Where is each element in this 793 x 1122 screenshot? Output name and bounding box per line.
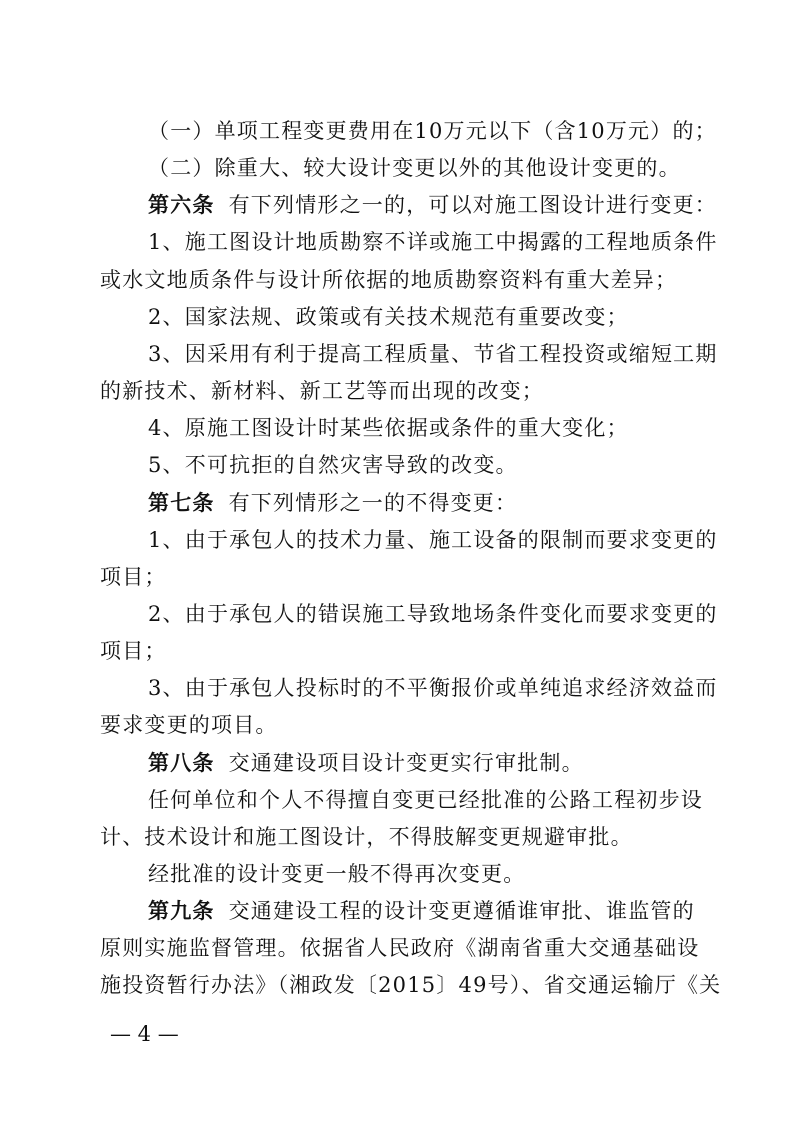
paragraph-line (148, 860, 700, 888)
paragraph-line (100, 563, 700, 591)
line-text: 经批准的设计变更一般不得再次变更。 (148, 862, 526, 886)
line-text: 任何单位和个人不得擅自变更已经批准的公路工程初步设 (148, 787, 703, 812)
paragraph-line (148, 749, 700, 777)
article-heading: 第九条 (148, 899, 215, 924)
line-text: 计、技术设计和施工图设计，不得肢解变更规避审批。 (100, 824, 633, 849)
paragraph-line (100, 934, 700, 962)
paragraph-line (100, 377, 700, 405)
line-text: 项目； (100, 639, 167, 664)
paragraph-line (100, 823, 700, 851)
paragraph-line (148, 674, 718, 702)
line-text: 1、由于承包人的技术力量、施工设备的限制而要求变更的 (148, 527, 718, 552)
line-text: 3、因采用有利于提高工程质量、节省工程投资或缩短工期 (148, 341, 718, 366)
line-text: 要求变更的项目。 (100, 713, 278, 738)
line-text: 项目； (100, 564, 167, 589)
line-text: 交通建设工程的设计变更遵循谁审批、谁监管的 (228, 899, 695, 924)
paragraph-line (148, 600, 718, 628)
paragraph-line (148, 117, 717, 145)
line-text: 2、国家法规、政策或有关技术规范有重要改变； (148, 304, 629, 329)
paragraph-line (148, 228, 718, 256)
paragraph-line (148, 191, 718, 219)
article-heading: 第八条 (148, 750, 215, 775)
line-text: （一）单项工程变更费用在10万元以下（含10万元）的； (148, 119, 717, 143)
paragraph-line (148, 154, 700, 182)
paragraph-line (100, 266, 700, 294)
line-text: （二）除重大、较大设计变更以外的其他设计变更的。 (148, 156, 681, 181)
paragraph-line (148, 897, 700, 925)
page-number: — 4 — (110, 1022, 179, 1046)
line-text: 3、由于承包人投标时的不平衡报价或单纯追求经济效益而 (148, 676, 718, 701)
line-text: 5、不可抗拒的自然灾害导致的改变。 (148, 453, 518, 478)
line-text: 1、施工图设计地质勘察不详或施工中揭露的工程地质条件 (148, 230, 718, 255)
paragraph-line (148, 489, 700, 517)
line-text: 施投资暂行办法》（湘政发〔2015〕49号）、省交通运输厅《关 (100, 973, 722, 998)
line-text: 原则实施监督管理。依据省人民政府《湖南省重大交通基础设 (100, 936, 700, 961)
line-text: 有下列情形之一的不得变更： (228, 490, 518, 515)
line-text: 2、由于承包人的错误施工导致地场条件变化而要求变更的 (148, 601, 718, 626)
paragraph-line (100, 971, 722, 999)
paragraph-line (148, 526, 718, 554)
paragraph-line (100, 711, 700, 739)
line-text: 的新技术、新材料、新工艺等而出现的改变； (100, 379, 544, 404)
line-text: 或水文地质条件与设计所依据的地质勘察资料有重大差异； (100, 267, 678, 292)
paragraph-line (100, 637, 700, 665)
paragraph-line (148, 786, 703, 814)
paragraph-line (148, 303, 700, 331)
paragraph-line (148, 451, 700, 479)
line-text: 有下列情形之一的，可以对施工图设计进行变更： (228, 193, 718, 218)
line-text: 4、原施工图设计时某些依据或条件的重大变化； (148, 416, 629, 441)
article-heading: 第六条 (148, 193, 215, 218)
paragraph-line (148, 340, 718, 368)
line-text: 交通建设项目设计变更实行审批制。 (228, 750, 584, 775)
paragraph-line (148, 414, 700, 442)
article-heading: 第七条 (148, 490, 215, 515)
